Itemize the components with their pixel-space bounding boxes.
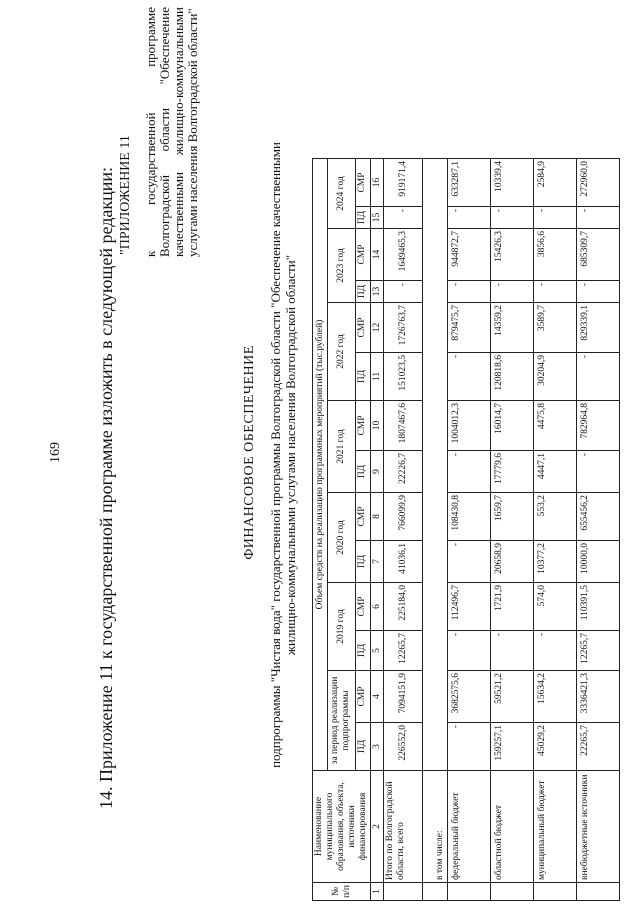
total-value-cell: 1649465,3 <box>384 229 423 281</box>
value-cell: 3589,7 <box>534 303 577 353</box>
value-cell: - <box>534 631 577 671</box>
header-smr: СМР <box>355 671 370 723</box>
column-index: 6 <box>371 583 384 631</box>
value-cell: - <box>577 207 620 229</box>
header-year-2024: 2024 год <box>328 159 355 229</box>
value-cell: 12265,7 <box>577 631 620 671</box>
header-pd: ПД <box>355 541 370 583</box>
value-cell: 574,0 <box>534 583 577 631</box>
row-num-cell <box>448 883 491 901</box>
value-cell: 112496,7 <box>448 583 491 631</box>
column-index: 16 <box>371 159 384 207</box>
value-cell: 59521,2 <box>491 671 534 723</box>
value-cell: - <box>448 631 491 671</box>
value-cell: 22265,7 <box>577 723 620 771</box>
total-value-cell: 226552,0 <box>384 723 423 771</box>
value-cell: 120818,6 <box>491 353 534 401</box>
header-index-row <box>371 159 384 901</box>
in-that-number-row <box>423 159 448 901</box>
total-row <box>384 159 423 901</box>
value-cell: - <box>448 353 491 401</box>
value-cell: 1721,9 <box>491 583 534 631</box>
column-index: 2 <box>371 771 384 883</box>
page-number: 169 <box>48 442 63 463</box>
financing-table <box>312 158 620 901</box>
value-cell: 15426,3 <box>491 229 534 281</box>
total-label: Итого по Волгоградской области, всего <box>384 771 423 883</box>
header-year-2019: 2019 год <box>328 583 355 671</box>
column-index: 5 <box>371 631 384 671</box>
value-cell: - <box>491 631 534 671</box>
header-smr: СМР <box>355 401 370 451</box>
document-title: ФИНАНСОВОЕ ОБЕСПЕЧЕНИЕ <box>242 345 257 560</box>
value-cell: 3336421,3 <box>577 671 620 723</box>
row-num-cell <box>577 883 620 901</box>
document-subtitle: подпрограммы "Чистая вода" государственной программы Волгоградской области "Обеспечение качественными жилищно-коммунальными услугами населения Волгоградской области" <box>268 142 298 768</box>
table-row <box>491 159 534 901</box>
value-cell: 944872,7 <box>448 229 491 281</box>
header-year-2023: 2023 год <box>328 229 355 303</box>
total-value-cell: 151023,5 <box>384 353 423 401</box>
table-row <box>577 159 620 901</box>
table-row <box>448 159 491 901</box>
header-period: за период реализации подпрограммы <box>328 671 355 771</box>
value-cell: 553,2 <box>534 493 577 541</box>
header-volume: Объем средств на реализацию программных мероприятий (тыс.рублей) <box>313 159 328 771</box>
total-value-cell: 766099,9 <box>384 493 423 541</box>
column-index: 1 <box>371 883 384 901</box>
column-index: 7 <box>371 541 384 583</box>
value-cell: 15634,2 <box>534 671 577 723</box>
total-value-cell: - <box>384 281 423 303</box>
value-cell: 4475,8 <box>534 401 577 451</box>
value-cell: 4447,1 <box>534 451 577 493</box>
value-cell: 655456,2 <box>577 493 620 541</box>
value-cell: 108430,8 <box>448 493 491 541</box>
header-pd: ПД <box>355 281 370 303</box>
header-year-2021: 2021 год <box>328 401 355 493</box>
total-value-cell: 22226,7 <box>384 451 423 493</box>
value-cell: - <box>448 281 491 303</box>
value-cell: 1004012,3 <box>448 401 491 451</box>
header-pd: ПД <box>355 451 370 493</box>
header-smr: СМР <box>355 493 370 541</box>
total-value-cell: - <box>384 207 423 229</box>
value-cell: - <box>448 451 491 493</box>
header-pd: ПД <box>355 207 370 229</box>
value-cell: - <box>448 207 491 229</box>
total-num-cell <box>384 883 423 901</box>
value-cell: 782964,8 <box>577 401 620 451</box>
column-index: 3 <box>371 723 384 771</box>
column-index: 15 <box>371 207 384 229</box>
header-smr: СМР <box>355 583 370 631</box>
total-value-cell: 41036,1 <box>384 541 423 583</box>
value-cell: 16014,7 <box>491 401 534 451</box>
total-value-cell: 225184,0 <box>384 583 423 631</box>
value-cell: 10377,2 <box>534 541 577 583</box>
header-pd: ПД <box>355 353 370 401</box>
header-smr: СМР <box>355 159 370 207</box>
value-cell: 879475,7 <box>448 303 491 353</box>
header-year-2020: 2020 год <box>328 493 355 583</box>
value-cell: - <box>534 207 577 229</box>
column-index: 14 <box>371 229 384 281</box>
row-label: внебюджетные источники <box>577 771 620 883</box>
column-index: 13 <box>371 281 384 303</box>
value-cell: 14359,2 <box>491 303 534 353</box>
value-cell: - <box>534 281 577 303</box>
header-name: Наименование муниципального образования, объекта, источники финансирования <box>313 771 371 883</box>
column-index: 4 <box>371 671 384 723</box>
value-cell: 3682575,6 <box>448 671 491 723</box>
value-cell: - <box>448 723 491 771</box>
row-label: областной бюджет <box>491 771 534 883</box>
table-row <box>534 159 577 901</box>
total-value-cell: 1726763,7 <box>384 303 423 353</box>
value-cell: - <box>577 451 620 493</box>
in-that-number-label: в том числе: <box>423 771 448 883</box>
value-cell: 10000,0 <box>577 541 620 583</box>
value-cell: 10339,4 <box>491 159 534 207</box>
column-index: 11 <box>371 353 384 401</box>
column-index: 10 <box>371 401 384 451</box>
value-cell: - <box>577 281 620 303</box>
value-cell: 829339,1 <box>577 303 620 353</box>
column-index: 8 <box>371 493 384 541</box>
row-label: федеральный бюджет <box>448 771 491 883</box>
header-smr: СМР <box>355 229 370 281</box>
row-label: муниципальный бюджет <box>534 771 577 883</box>
value-cell: 272960,0 <box>577 159 620 207</box>
value-cell: 17779,6 <box>491 451 534 493</box>
total-value-cell: 1807467,6 <box>384 401 423 451</box>
in-that-number-spacer <box>423 159 448 771</box>
header-pd: ПД <box>355 723 370 771</box>
header-num: № п/п <box>313 883 371 901</box>
annex-reference: к государственной программе Волгоградской области "Обеспечение качественными жилищно-коммунальными услугами населения Волгоградской области" <box>143 7 200 257</box>
header-year-2022: 2022 год <box>328 303 355 401</box>
header-pd: ПД <box>355 631 370 671</box>
total-value-cell: 7094151,9 <box>384 671 423 723</box>
value-cell: - <box>491 281 534 303</box>
value-cell: - <box>448 541 491 583</box>
value-cell: 30204,9 <box>534 353 577 401</box>
in-that-number-num-cell <box>423 883 448 901</box>
value-cell: 45029,2 <box>534 723 577 771</box>
value-cell: 20658,9 <box>491 541 534 583</box>
value-cell: 159257,1 <box>491 723 534 771</box>
column-index: 9 <box>371 451 384 493</box>
column-index: 12 <box>371 303 384 353</box>
row-num-cell <box>534 883 577 901</box>
value-cell: - <box>577 353 620 401</box>
value-cell: 633287,1 <box>448 159 491 207</box>
value-cell: 1659,7 <box>491 493 534 541</box>
header-smr: СМР <box>355 303 370 353</box>
amendment-text: 14. Приложение 11 к государственной программе изложить в следующей редакции: <box>96 166 116 809</box>
annex-title: "ПРИЛОЖЕНИЕ 11 <box>118 135 133 255</box>
total-value-cell: 919171,4 <box>384 159 423 207</box>
value-cell: 2584,9 <box>534 159 577 207</box>
value-cell: 685309,7 <box>577 229 620 281</box>
total-value-cell: 12265,7 <box>384 631 423 671</box>
row-num-cell <box>491 883 534 901</box>
value-cell: - <box>491 207 534 229</box>
value-cell: 3856,6 <box>534 229 577 281</box>
value-cell: 110391,5 <box>577 583 620 631</box>
